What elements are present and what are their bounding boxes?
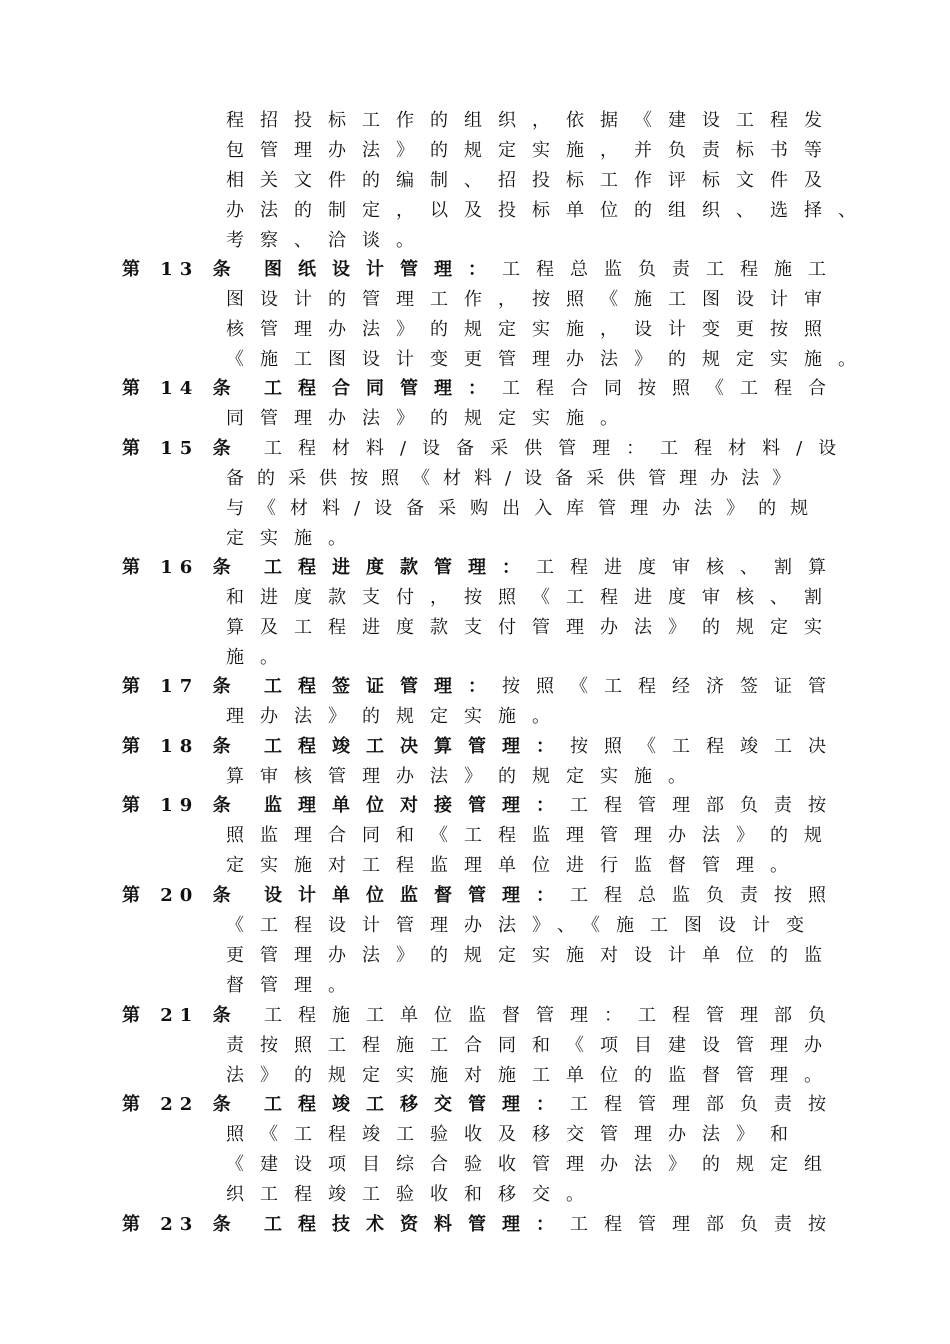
article-lead-line [122,553,842,583]
article-line: 《工程设计管理办法》、《施工图设计变 [226,915,820,936]
article-text: 工程总监负责按照 [570,885,842,906]
article-line: 算审核管理办法》的规定实施。 [226,766,702,787]
article-number: 第 13 条 [122,259,238,280]
article-line: 织工程竣工验收和移交。 [226,1184,600,1205]
article-text: 工程进度审核、割算 [536,557,842,578]
article-number: 第 23 条 [122,1214,238,1235]
article-line: 图设计的管理工作，按照《施工图设计审 [226,289,838,310]
article-lead-line [122,672,842,702]
article-line: 核管理办法》的规定实施，设计变更按照 [226,319,838,340]
article-line: 责按照工程施工合同和《项目建设管理办 [226,1035,838,1056]
intro-line: 相关文件的编制、招投标工作评标文件及 [226,170,838,191]
article-line: 照监理合同和《工程监理管理办法》的规 [226,825,838,846]
article-number: 第 14 条 [122,378,238,399]
article-number: 第 19 条 [122,795,238,816]
article-line: 理办法》的规定实施。 [226,706,566,727]
article-line: 法》的规定实施对施工单位的监督管理。 [226,1065,838,1086]
article-title: 工程竣工移交管理： [264,1094,570,1115]
article-number: 第 15 条 [122,438,238,459]
article-text: 工程管理部负责按 [570,1214,842,1235]
intro-line: 办法的制定，以及投标单位的组织、选择、 [226,200,872,221]
article-lead-line [122,434,852,464]
article-line: 照《工程竣工验收及移交管理办法》和 [226,1124,804,1145]
article-line: 与《材料/设备采购出入库管理办法》的规 [226,498,823,519]
article-line: 和进度款支付，按照《工程进度审核、割 [226,587,838,608]
article-title: 设计单位监督管理： [264,885,570,906]
article-lead-line [122,732,842,762]
article-title: 工程签证管理： [264,676,502,697]
article-text: 工程管理部负责按 [570,795,842,816]
article-title: 图纸设计管理： [264,259,502,280]
article-lead-line [122,791,842,821]
article-lead-line [122,1090,842,1120]
article-title: 监理单位对接管理： [264,795,570,816]
article-line: 《施工图设计变更管理办法》的规定实施。 [226,349,872,370]
article-title: 工程材料/设备采供管理： [264,438,661,459]
article-lead-line [122,881,842,911]
article-line: 《建设项目综合验收管理办法》的规定组 [226,1154,838,1175]
article-text: 工程合同按照《工程合 [502,378,842,399]
article-lead-line [122,1210,842,1240]
article-line: 备的采供按照《材料/设备采供管理办法》 [226,468,804,489]
article-title: 工程合同管理： [264,378,502,399]
article-text: 工程管理部负 [638,1005,842,1026]
article-text: 按照《工程经济签证管 [502,676,842,697]
article-line: 施。 [226,647,294,668]
article-text: 按照《工程竣工决 [570,736,842,757]
article-title: 工程竣工决算管理： [264,736,570,757]
article-title: 工程施工单位监督管理： [264,1005,638,1026]
intro-line: 考察、洽谈。 [226,230,430,251]
article-title: 工程进度款管理： [264,557,536,578]
article-line: 定实施。 [226,528,362,549]
article-number: 第 21 条 [122,1005,238,1026]
intro-line: 程招投标工作的组织，依据《建设工程发 [226,110,838,131]
article-line: 算及工程进度款支付管理办法》的规定实 [226,617,838,638]
article-line: 更管理办法》的规定实施对设计单位的监 [226,945,838,966]
article-number: 第 16 条 [122,557,238,578]
article-number: 第 18 条 [122,736,238,757]
article-lead-line [122,255,842,285]
article-text: 工程材料/设 [660,438,853,459]
article-line: 定实施对工程监理单位进行监督管理。 [226,855,804,876]
article-line: 同管理办法》的规定实施。 [226,408,634,429]
intro-line: 包管理办法》的规定实施，并负责标书等 [226,140,838,161]
article-lead-line [122,1001,842,1031]
article-number: 第 17 条 [122,676,238,697]
article-text: 工程总监负责工程施工 [502,259,842,280]
article-text: 工程管理部负责按 [570,1094,842,1115]
article-title: 工程技术资料管理： [264,1214,570,1235]
article-number: 第 20 条 [122,885,238,906]
article-lead-line [122,374,842,404]
article-number: 第 22 条 [122,1094,238,1115]
article-line: 督管理。 [226,975,362,996]
